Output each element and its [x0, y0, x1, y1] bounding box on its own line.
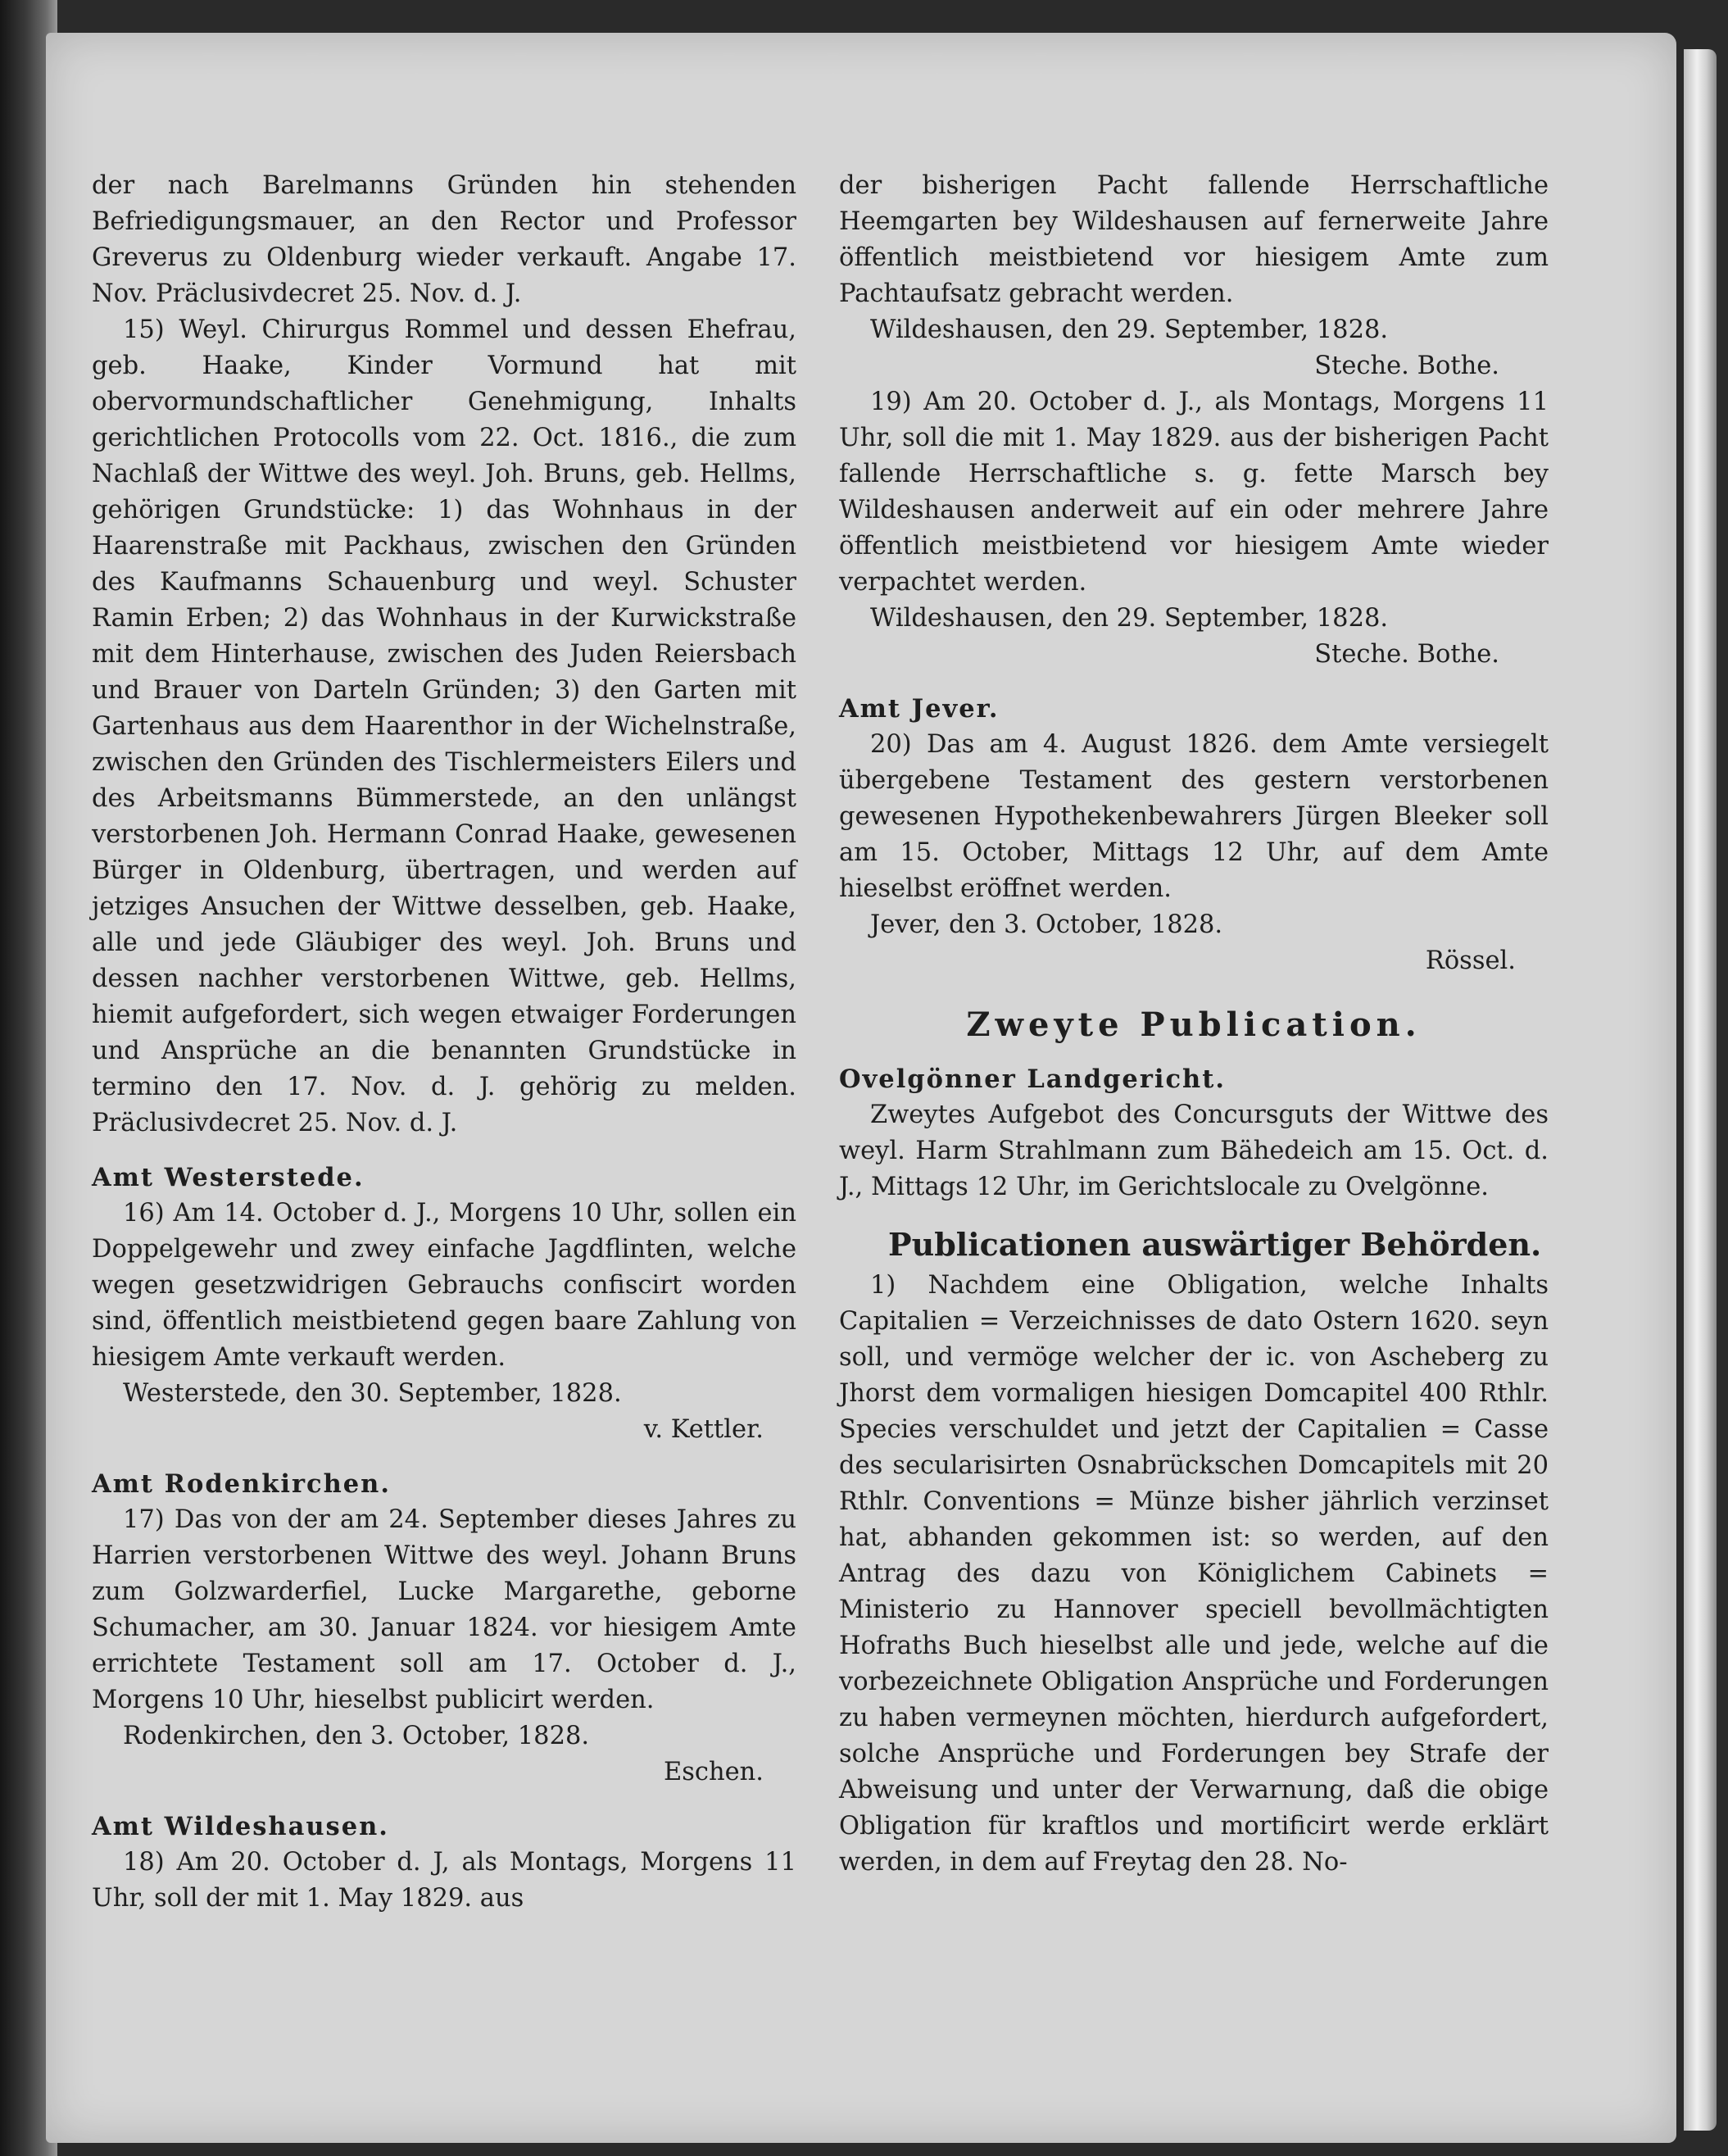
- heading-amt-jever: Amt Jever.: [839, 694, 1000, 724]
- notice-19: 19) Am 20. October d. J., als Montags, Morgens 11 Uhr, soll die mit 1. May 1829. aus der bisherigen Pacht fallende Herrschaftliche s. g. fette Marsch bey Wildeshausen anderweit auf ein oder mehrere Jahre öffentlich meistbietend vor hiesigem Amte wieder verpachtet werden.: [839, 388, 1549, 597]
- notice-16-place-date: Westerstede, den 30. September, 1828.: [123, 1379, 622, 1408]
- notice-ovelgoenne: Zweytes Aufgebot des Concursguts der Wittwe des weyl. Harm Strahlmann zum Bähedeich am 15. Oct. d. J., Mittags 12 Uhr, im Gerichtslocale zu Ovelgönne.: [839, 1101, 1549, 1201]
- notice-20: 20) Das am 4. August 1826. dem Amte versiegelt übergebene Testament des gestern verstorbenen gewesenen Hypothekenbewahrers Jürgen Bleeker soll am 15. October, Mittags 12 Uhr, auf dem Amte hieselbst eröffnet werden.: [839, 730, 1549, 903]
- notice-17-place-date: Rodenkirchen, den 3. October, 1828.: [123, 1722, 590, 1750]
- notice-18: 18) Am 20. October d. J, als Montags, Morgens 11 Uhr, soll der mit 1. May 1829. aus: [92, 1848, 796, 1913]
- notice-20-signature: Rössel.: [1425, 946, 1516, 975]
- page-edge: [1684, 49, 1717, 2131]
- notice-15: 15) Weyl. Chirurgus Rommel und dessen Ehefrau, geb. Haake, Kinder Vormund hat mit obervormundschaftlicher Genehmigung, Inhalts gerichtlichen Protocolls vom 22. Oct. 1816., die zum Nachlaß der Wittwe des weyl. Joh. Bruns, geb. Hellms, gehörigen Grundstücke: 1) das Wohnhaus in der Haarenstraße mit Packhaus, zwischen den Gründen des Kaufmanns Schauenburg und weyl. Schuster Ramin Erben; 2) das Wohnhaus in der Kurwickstraße mit dem Hinterhause, zwischen des Juden Reiersbach und Brauer von Darteln Gründen; 3) den Garten mit Gartenhaus aus dem Haarenthor in der Wichelnstraße, zwischen den Gründen des Tischlermeisters Eilers und des Arbeitsmanns Bümmerstede, an den unlängst verstorbenen Joh. Hermann Conrad Haake, gewesenen Bürger in Oldenburg, übertragen, und werden auf jetziges Ansuchen der Wittwe desselben, geb. Haake, alle und jede Gläubiger des weyl. Joh. Bruns und dessen nachher verstorbenen Wittwe, geb. Hellms, hiemit aufgefordert, sich wegen etwaiger Forderungen und Ansprüche an die benannten Grundstücke in termino den 17. Nov. d. J. gehörig zu melden. Präclusivdecret 25. Nov. d. J.: [92, 315, 796, 1137]
- notice-18-signature: Steche. Bothe.: [1314, 352, 1499, 380]
- left-column: [92, 168, 796, 1917]
- heading-amt-westerstede: Amt Westerstede.: [92, 1163, 365, 1192]
- notice-20-place-date: Jever, den 3. October, 1828.: [870, 910, 1223, 939]
- newspaper-page: [46, 33, 1676, 2143]
- notice-auswaertig-1: 1) Nachdem eine Obligation, welche Inhalts Capitalien = Verzeichnisses de dato Ostern 1620. seyn soll, und vermöge welcher der ic. von Ascheberg zu Jhorst dem vormaligen hiesigen Domcapitel 400 Rthlr. Species verschuldet und jetzt der Capitalien = Casse des secularisirten Osnabrückschen Domcapitels mit 20 Rthlr. Conventions = Münze bisher jährlich verzinset hat, abhanden gekommen ist: so werden, auf den Antrag des dazu von Königlichem Cabinets = Ministerio zu Hannover speciell bevollmächtigten Hofraths Buch hieselbst alle und jede, welche auf die vorbezeichnete Obligation Ansprüche und Forderungen zu haben vermeynen möchten, hierdurch aufgefordert, solche Ansprüche und Forderungen bey Strafe der Abweisung und unter der Verwarnung, daß die obige Obligation für kraftlos und mortificirt werde erklärt werden, in dem auf Freytag den 28. No-: [839, 1271, 1549, 1877]
- notice-17-signature: Eschen.: [663, 1758, 764, 1786]
- notice-16-signature: v. Kettler.: [643, 1415, 764, 1444]
- heading-amt-wildeshausen: Amt Wildeshausen.: [92, 1812, 389, 1841]
- notice-19-signature: Steche. Bothe.: [1314, 640, 1499, 669]
- notice-18-continuation: der bisherigen Pacht fallende Herrschaftliche Heemgarten bey Wildeshausen auf fernerweite Jahre öffentlich meistbietend vor hiesigem Amte zum Pachtaufsatz gebracht werden.: [839, 171, 1549, 308]
- heading-amt-rodenkirchen: Amt Rodenkirchen.: [92, 1469, 391, 1499]
- heading-auswaertige-behoerden: Publicationen auswärtiger Behörden.: [888, 1226, 1542, 1263]
- heading-ovelgoenner-landgericht: Ovelgönner Landgericht.: [839, 1064, 1226, 1094]
- paragraph-continuation: der nach Barelmanns Gründen hin stehenden Befriedigungsmauer, an den Rector und Professor Greverus zu Oldenburg wieder verkauft. Angabe 17. Nov. Präclusivdecret 25. Nov. d. J.: [92, 171, 796, 308]
- notice-19-place-date: Wildeshausen, den 29. September, 1828.: [870, 604, 1389, 633]
- heading-zweyte-publication: Zweyte Publication.: [966, 1005, 1422, 1044]
- notice-17: 17) Das von der am 24. September dieses Jahres zu Harrien verstorbenen Wittwe des weyl. Johann Bruns zum Golzwarderfiel, Lucke Margarethe, geborne Schumacher, am 30. Januar 1824. vor hiesigem Amte errichtete Testament soll am 17. October d. J., Morgens 10 Uhr, hieselbst publicirt werden.: [92, 1505, 796, 1714]
- right-column: [839, 168, 1549, 1881]
- notice-18-place-date: Wildeshausen, den 29. September, 1828.: [870, 315, 1389, 344]
- notice-16: 16) Am 14. October d. J., Morgens 10 Uhr, sollen ein Doppelgewehr und zwey einfache Jagdflinten, welche wegen gesetzwidrigen Gebrauchs confiscirt worden sind, öffentlich meistbietend gegen baare Zahlung von hiesigem Amte verkauft werden.: [92, 1199, 796, 1372]
